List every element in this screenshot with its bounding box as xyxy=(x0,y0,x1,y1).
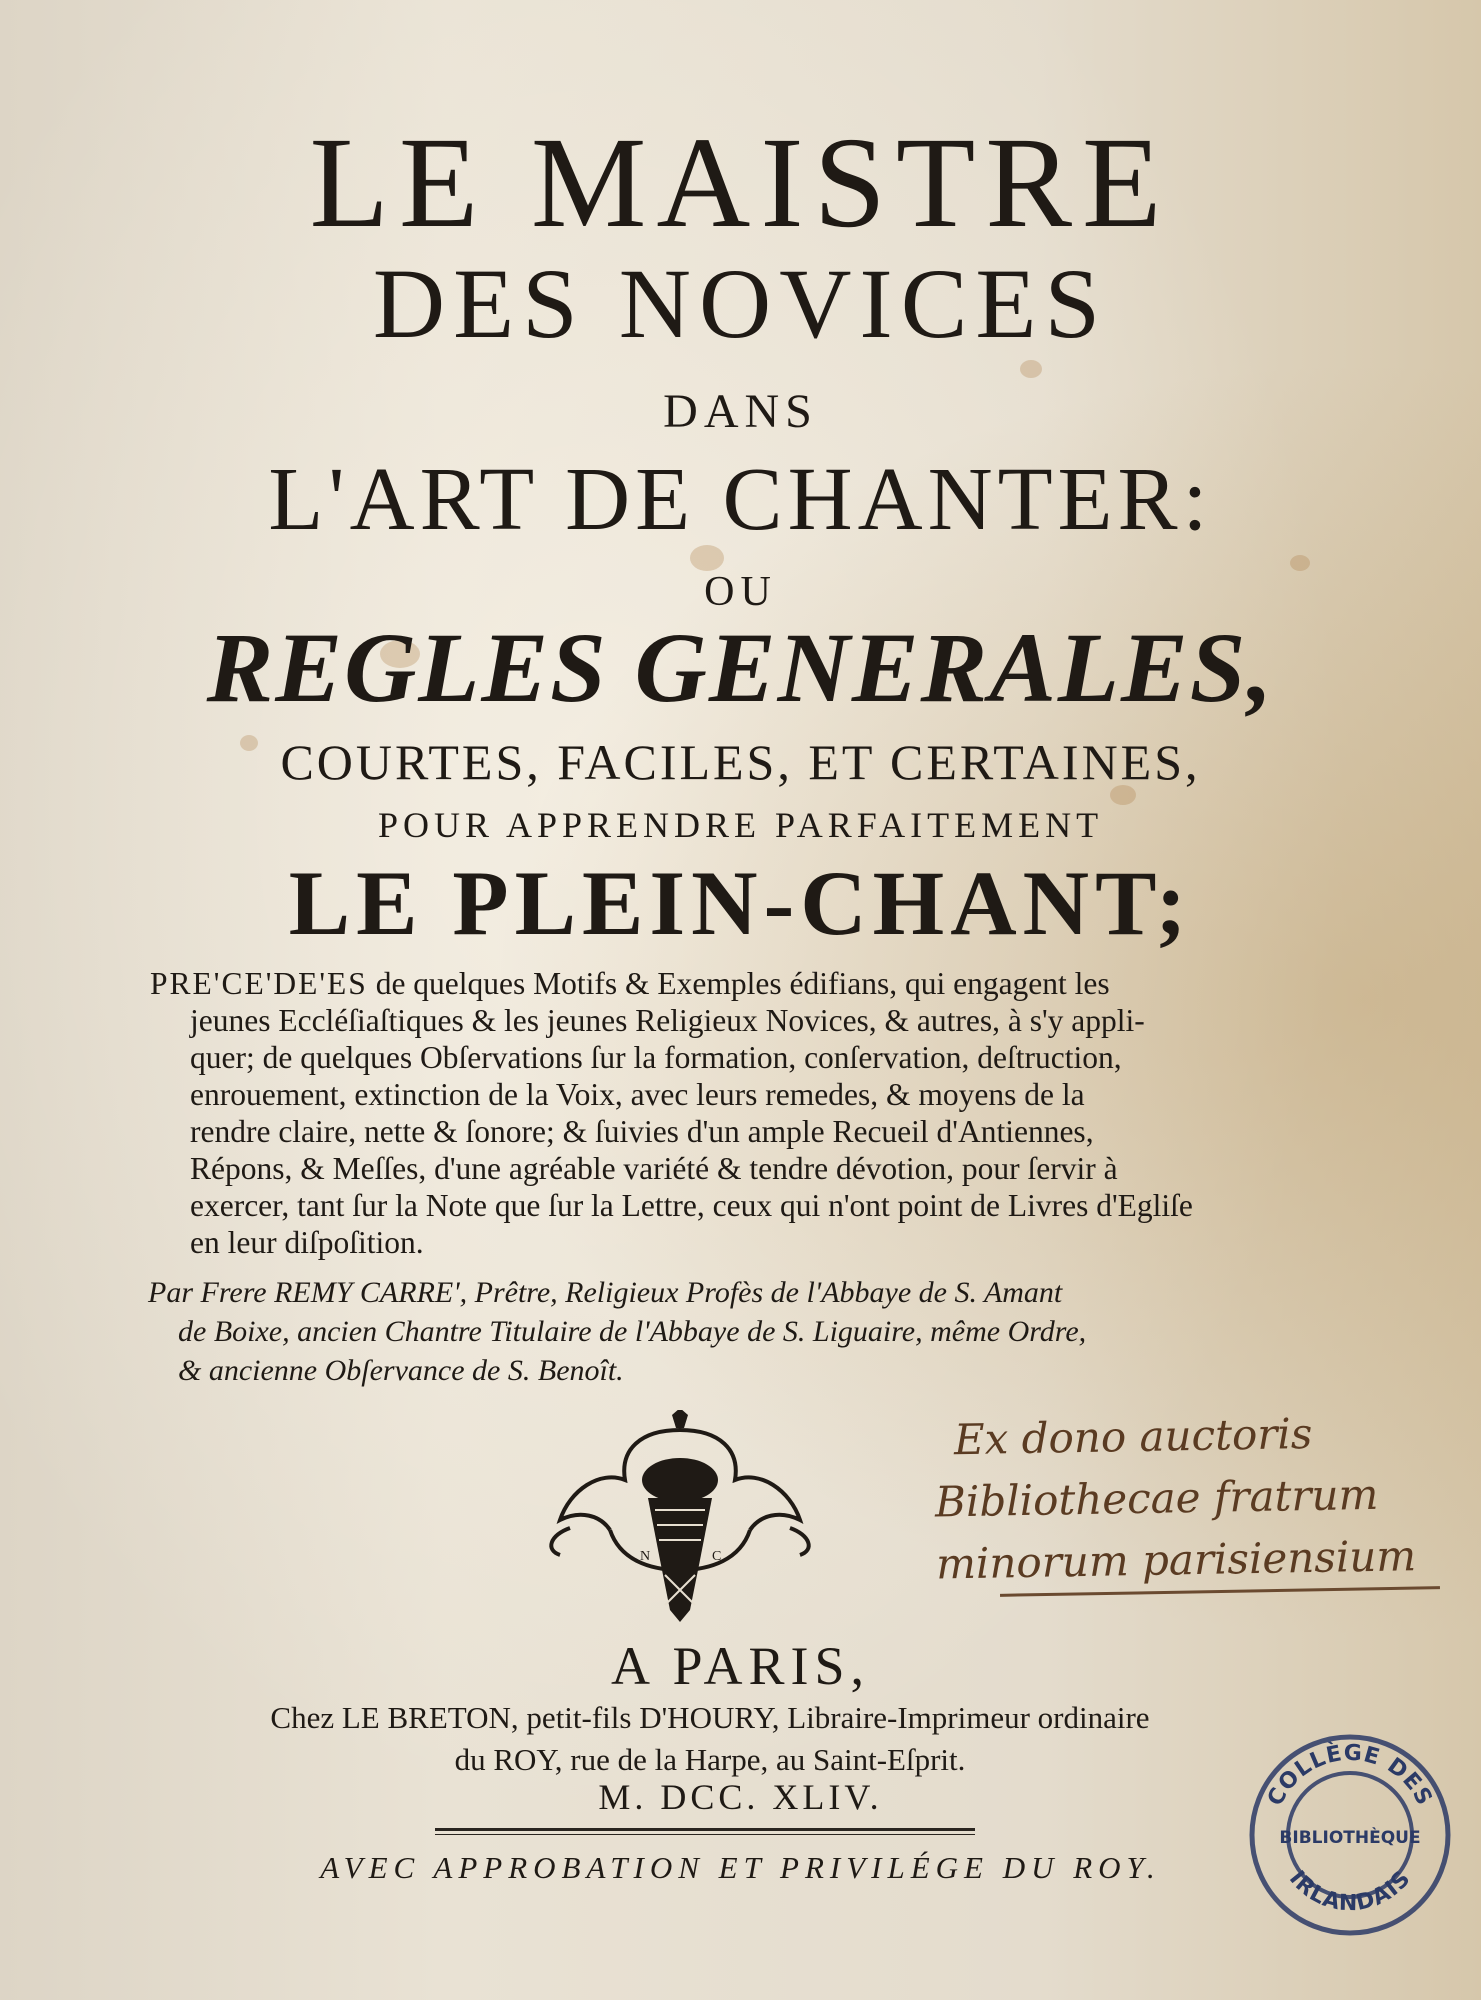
description-line-8: en leur diſpoſition. xyxy=(190,1225,424,1260)
description-line-3: quer; de quelques Obſervations ſur la formation, conſervation, deſtruction, xyxy=(190,1040,1122,1075)
title-line-1: LE MAISTRE xyxy=(309,111,1172,255)
title-line-8: POUR APPRENDRE PARFAITEMENT xyxy=(377,805,1104,845)
author-byline xyxy=(148,1273,1278,1390)
imprint-line-1: Chez LE BRETON, petit-fils D'HOURY, Libraire-Imprimeur ordinaire xyxy=(270,1700,1150,1735)
title-line-4: L'ART DE CHANTER: xyxy=(268,450,1213,549)
imprint-place: A PARIS, xyxy=(610,1636,871,1696)
rule-thin xyxy=(435,1834,975,1835)
description-block xyxy=(150,965,1265,1261)
library-stamp xyxy=(1245,1730,1455,1940)
handwriting-line-3: minorum parisiensium xyxy=(935,1531,1417,1589)
description-line-7: exercer, tant ſur la Note que ſur la Lettre, ceux qui n'ont point de Livres d'Egliſe xyxy=(190,1188,1193,1223)
title-line-3: DANS xyxy=(663,385,818,438)
byline-line-3: & ancienne Obſervance de S. Benoît. xyxy=(178,1354,624,1387)
handwriting-line-2: Bibliothecae fratrum xyxy=(934,1469,1379,1527)
imprint-line-2: du ROY, rue de la Harpe, au Saint-Eſprit. xyxy=(454,1742,966,1777)
stamp-top-text: COLLÈGE DES xyxy=(1263,1740,1437,1811)
stamp-middle-text: BIBLIOTHÈQUE xyxy=(1279,1828,1421,1848)
description-line-2: jeunes Eccléſiaſtiques & les jeunes Religieux Novices, & autres, à s'y appli- xyxy=(190,1003,1145,1038)
byline-line-2: de Boixe, ancien Chantre Titulaire de l'Abbaye de S. Liguaire, même Ordre, xyxy=(178,1315,1087,1348)
svg-text:IRLANDAIS xyxy=(1284,1866,1416,1916)
title-line-9: LE PLEIN-CHANT; xyxy=(288,852,1193,954)
title-line-7: COURTES, FACILES, ET CERTAINES, xyxy=(280,734,1201,790)
privilege-line: AVEC APPROBATION ET PRIVILÉGE DU ROY. xyxy=(320,1850,1161,1885)
imprint-block xyxy=(145,1697,1275,1781)
byline-line-1: Par Frere REMY CARRE', Prêtre, Religieux Profès de l'Abbaye de S. Amant xyxy=(148,1276,1063,1309)
flower-basket-vignette-icon xyxy=(540,1410,820,1630)
description-line-1-rest: de quelques Motifs & Exemples édifians, qui engagent les xyxy=(367,966,1110,1001)
description-line-5: rendre claire, nette & ſonore; & ſuivies d'un ample Recueil d'Antiennes, xyxy=(190,1114,1094,1149)
handwriting-line-1: Ex dono auctoris xyxy=(953,1408,1313,1465)
rule-thick xyxy=(435,1828,975,1831)
description-line-6: Répons, & Meſſes, d'une agréable variété & tendre dévotion, pour ſervir à xyxy=(190,1151,1118,1186)
handwritten-inscription xyxy=(933,1400,1456,1595)
description-line-4: enrouement, extinction de la Voix, avec leurs remedes, & moyens de la xyxy=(190,1077,1085,1112)
stamp-bottom-text: IRLANDAIS xyxy=(1283,1865,1417,1917)
title-line-2: DES NOVICES xyxy=(372,248,1109,359)
svg-text:COLLÈGE DES xyxy=(1263,1740,1437,1810)
publication-date: M. DCC. XLIV. xyxy=(598,1777,883,1817)
description-lead: PRE'CE'DE'ES xyxy=(150,966,368,1001)
title-line-5: OU xyxy=(704,569,777,615)
title-line-6: REGLES GENERALES, xyxy=(206,612,1275,723)
description-line xyxy=(150,965,1265,1002)
ornament-initial-right: C xyxy=(712,1549,722,1564)
ornament-initial-left: N xyxy=(640,1549,651,1564)
foxing-spot xyxy=(1020,360,1042,378)
